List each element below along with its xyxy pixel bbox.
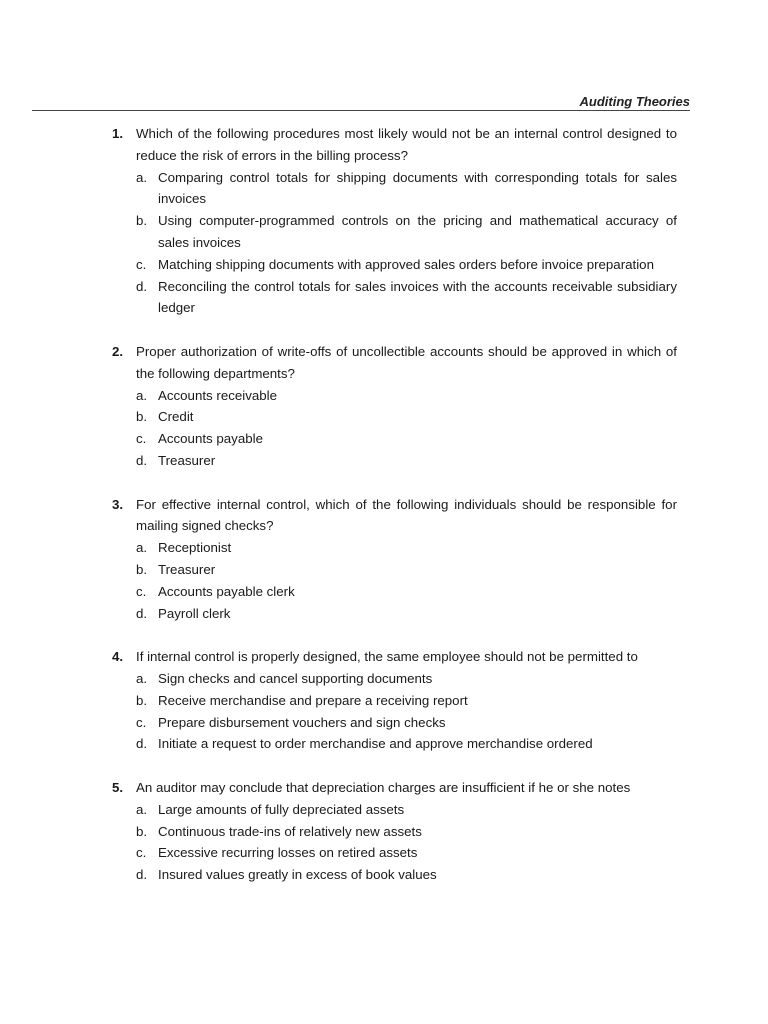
question-text: Which of the following procedures most likely would not be an internal control designed to reduce the risk of errors in the billing process? — [136, 126, 677, 163]
option-letter: c. — [136, 256, 147, 272]
question-text: For effective internal control, which of the following individuals should be responsible for mailing signed checks? — [136, 496, 677, 534]
option-letter: a. — [136, 670, 148, 686]
option-text: Receive merchandise and prepare a receiving report — [158, 692, 468, 708]
option-text: Initiate a request to order merchandise and approve merchandise ordered — [158, 736, 593, 752]
question-list — [0, 123, 768, 908]
option-c — [0, 842, 768, 864]
option-letter: d. — [136, 736, 148, 752]
option-letter: c. — [136, 845, 147, 861]
question-5 — [0, 777, 768, 886]
option-letter: d. — [136, 278, 148, 294]
option-text: Receptionist — [158, 540, 232, 556]
option-letter: d. — [136, 452, 148, 468]
option-letter: a. — [136, 540, 148, 556]
question-number: 2. — [112, 343, 124, 359]
option-c — [0, 428, 768, 450]
option-d — [0, 733, 768, 755]
option-text: Excessive recurring losses on retired assets — [158, 845, 418, 861]
option-d — [0, 603, 768, 625]
option-letter: b. — [136, 213, 148, 229]
option-d — [0, 864, 768, 886]
question-number: 4. — [112, 649, 124, 665]
question-3 — [0, 494, 768, 625]
option-text: Treasurer — [158, 452, 216, 468]
option-c — [0, 581, 768, 603]
option-text: Accounts payable clerk — [158, 583, 295, 599]
option-text: Prepare disbursement vouchers and sign checks — [158, 714, 446, 730]
option-letter: b. — [136, 823, 148, 839]
option-b — [0, 406, 768, 428]
option-letter: c. — [136, 714, 147, 730]
option-a — [0, 799, 768, 821]
question-number: 5. — [112, 779, 124, 795]
option-d — [0, 276, 768, 320]
question-2 — [0, 341, 768, 472]
option-a — [0, 385, 768, 407]
option-text: Continuous trade-ins of relatively new assets — [158, 823, 422, 839]
option-a — [0, 668, 768, 690]
question-text: Proper authorization of write-offs of uncollectible accounts should be approved in which of the following departments? — [136, 343, 677, 381]
option-c — [0, 712, 768, 734]
question-text: An auditor may conclude that depreciation charges are insufficient if he or she notes — [136, 779, 631, 795]
option-letter: c. — [136, 431, 147, 447]
option-text: Insured values greatly in excess of book values — [158, 867, 437, 883]
question-1 — [0, 123, 768, 319]
option-letter: c. — [136, 583, 147, 599]
option-letter: b. — [136, 692, 148, 708]
option-a — [0, 167, 768, 211]
option-letter: d. — [136, 867, 148, 883]
question-number: 1. — [112, 126, 124, 141]
option-text: Reconciling the control totals for sales invoices with the accounts receivable subsidiary ledger — [158, 278, 677, 316]
option-b — [0, 210, 768, 254]
option-c — [0, 254, 768, 276]
option-letter: b. — [136, 409, 148, 425]
option-text: Using computer-programmed controls on the pricing and mathematical accuracy of sales invoices — [158, 213, 677, 250]
header-rule — [32, 110, 690, 111]
question-number: 3. — [112, 496, 124, 512]
option-letter: a. — [136, 169, 148, 185]
option-text: Sign checks and cancel supporting documents — [158, 670, 433, 686]
option-text: Accounts receivable — [158, 387, 277, 403]
option-text: Payroll clerk — [158, 605, 231, 621]
option-b — [0, 690, 768, 712]
option-letter: a. — [136, 387, 148, 403]
option-b — [0, 559, 768, 581]
option-letter: b. — [136, 561, 148, 577]
option-text: Credit — [158, 409, 194, 425]
option-text: Accounts payable — [158, 431, 263, 447]
option-text: Matching shipping documents with approved sales orders before invoice preparation — [158, 256, 654, 272]
option-text: Comparing control totals for shipping documents with corresponding totals for sales invoices — [158, 169, 677, 207]
option-b — [0, 821, 768, 843]
question-text: If internal control is properly designed, the same employee should not be permitted to — [136, 649, 638, 665]
option-d — [0, 450, 768, 472]
option-text: Treasurer — [158, 561, 216, 577]
page-header-title: Auditing Theories — [579, 94, 690, 109]
question-4 — [0, 646, 768, 755]
option-letter: a. — [136, 801, 148, 817]
option-letter: d. — [136, 605, 148, 621]
option-a — [0, 537, 768, 559]
option-text: Large amounts of fully depreciated assets — [158, 801, 405, 817]
